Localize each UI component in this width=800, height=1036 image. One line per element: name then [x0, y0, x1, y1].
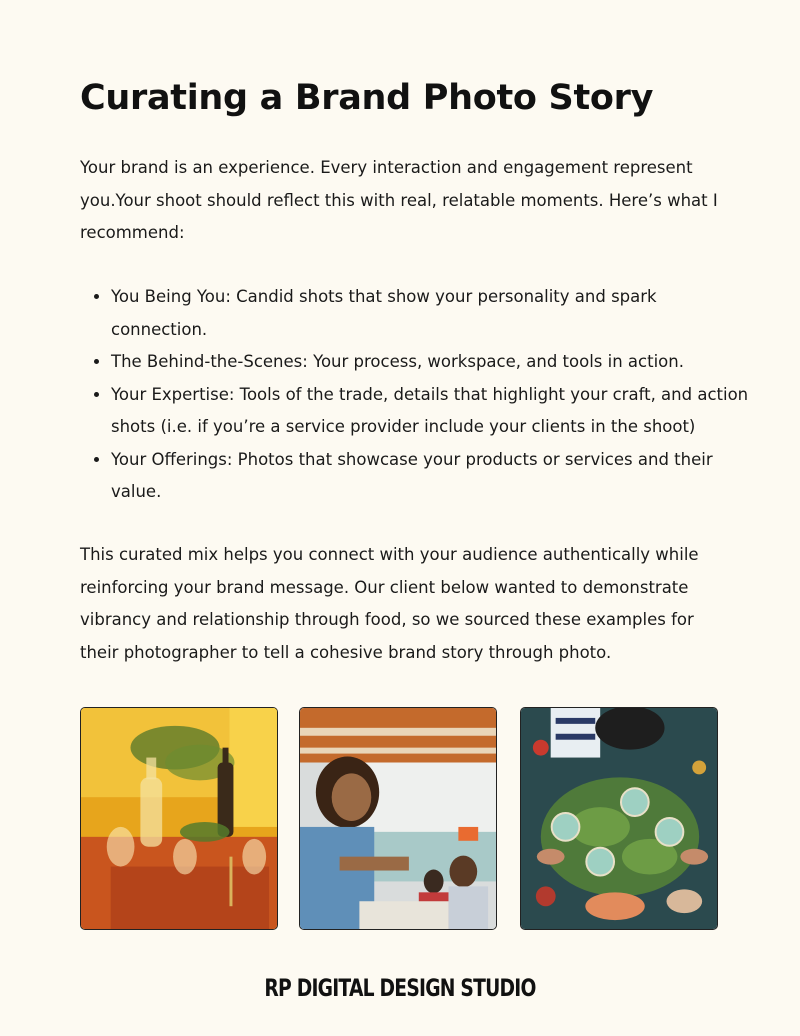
- photo-overhead-toast: [520, 707, 718, 930]
- page-title: Curating a Brand Photo Story: [80, 78, 654, 118]
- list-item: • Your Offerings: Photos that showcase your products or services and their value.: [111, 444, 751, 509]
- intro-paragraph: Your brand is an experience. Every interaction and engagement represent you.Your shoot should reflect this with real, relatable moments. Here’s what I recommend:: [80, 158, 718, 242]
- photo-smiling-woman: [299, 707, 497, 930]
- photo-table-setting: [80, 707, 278, 930]
- list-item: • The Behind-the-Scenes: Your process, workspace, and tools in action.: [111, 346, 751, 379]
- closing-paragraph: This curated mix helps you connect with your audience authentically while reinforcing your brand message. Our client below wanted to demonstrate vibrancy and relationship through food, so we sourced these examples for their photographer to tell a cohesive brand story through photo.: [80, 545, 699, 662]
- list-item: • You Being You: Candid shots that show your personality and spark connection.: [111, 281, 751, 346]
- studio-logo: RP DIGITAL DESIGN STUDIO: [264, 974, 536, 1002]
- recommendation-list: [80, 281, 751, 509]
- list-item: • Your Expertise: Tools of the trade, details that highlight your craft, and action shots (i.e. if you’re a service provider include your clients in the shoot): [111, 379, 751, 444]
